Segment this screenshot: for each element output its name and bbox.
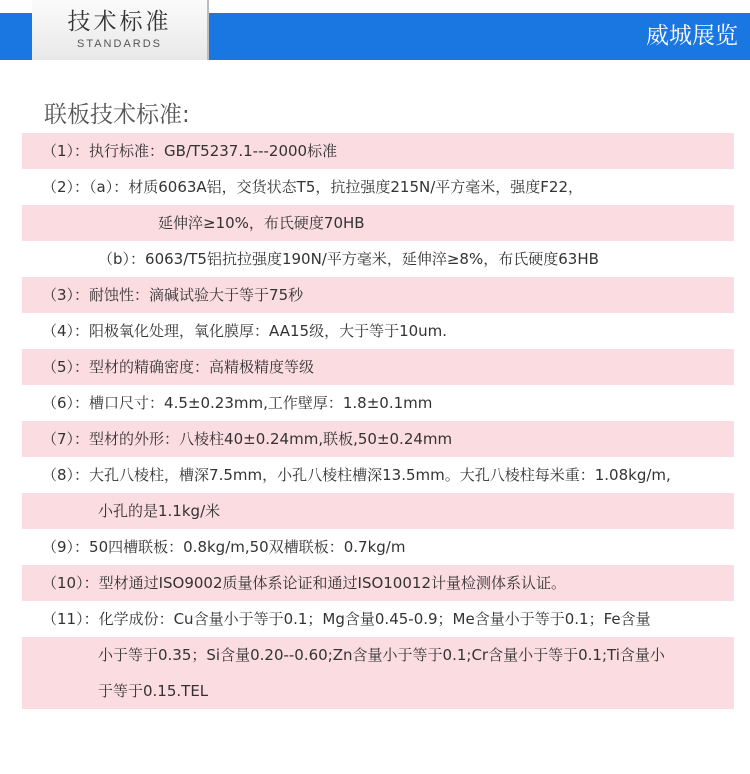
standard-row-text: 于等于0.15.TEL [98, 682, 209, 700]
standard-row [22, 385, 734, 421]
standard-row [22, 421, 734, 457]
standard-row-text: （2）：（a）：材质6063A铝，交货状态T5，抗拉强度215N/平方毫米，强度F22， [42, 178, 583, 196]
standard-row-text: （6）：槽口尺寸：4.5±0.23mm,工作壁厚：1.8±0.1mm [42, 394, 433, 412]
header-right-title: 威城展览 [646, 23, 738, 49]
standard-row-text: （9）：50四槽联板：0.8kg/m,50双槽联板：0.7kg/m [42, 538, 406, 556]
standard-row [22, 349, 734, 385]
standard-row-text: 小于等于0.35；Si含量0.20--0.60;Zn含量小于等于0.1;Cr含量小于等于0.1;Ti含量小 [98, 646, 665, 664]
standard-row [22, 637, 734, 673]
standards-list [22, 133, 734, 709]
standard-row [22, 493, 734, 529]
standard-row-text: （11）：化学成份：Cu含量小于等于0.1；Mg含量0.45-0.9；Me含量小于等于0.1；Fe含量 [42, 610, 651, 628]
standard-row-text: （b）：6063/T5铝抗拉强度190N/平方毫米，延伸淬≥8%，布氏硬度63HB [98, 250, 599, 268]
standard-row-text: 延伸淬≥10%，布氏硬度70HB [158, 214, 365, 232]
section-tab [32, 0, 209, 60]
standard-row-text: （7）：型材的外形：八棱柱40±0.24mm,联板,50±0.24mm [42, 430, 453, 448]
standard-row [22, 277, 734, 313]
standard-row [22, 313, 734, 349]
standard-row [22, 565, 734, 601]
standard-row-text: （1）：执行标准：GB/T5237.1---2000标准 [42, 142, 338, 160]
standard-row [22, 457, 734, 493]
tab-subtitle: STANDARDS [76, 38, 163, 50]
standard-row [22, 205, 734, 241]
standard-row-text: （10）：型材通过ISO9002质量体系论证和通过ISO10012计量检测体系认证。 [42, 574, 566, 592]
standard-row-text: （8）：大孔八棱柱，槽深7.5mm，小孔八棱柱槽深13.5mm。大孔八棱柱每米重：1.08kg/m, [42, 466, 671, 484]
standard-row [22, 133, 734, 169]
standard-row [22, 601, 734, 637]
standard-row [22, 529, 734, 565]
standard-row-text: 小孔的是1.1kg/米 [98, 502, 221, 520]
section-title: 联板技术标准: [44, 102, 190, 128]
standard-row [22, 241, 734, 277]
standard-row-text: （5）：型材的精确密度：高精极精度等级 [42, 358, 315, 376]
tab-title: 技术标准 [67, 9, 172, 35]
standard-row-text: （3）：耐蚀性：滴碱试验大于等于75秒 [42, 286, 304, 304]
standard-row-text: （4）：阳极氧化处理，氧化膜厚：AA15级，大于等于10um. [42, 322, 448, 340]
standard-row [22, 169, 734, 205]
standard-row [22, 673, 734, 709]
